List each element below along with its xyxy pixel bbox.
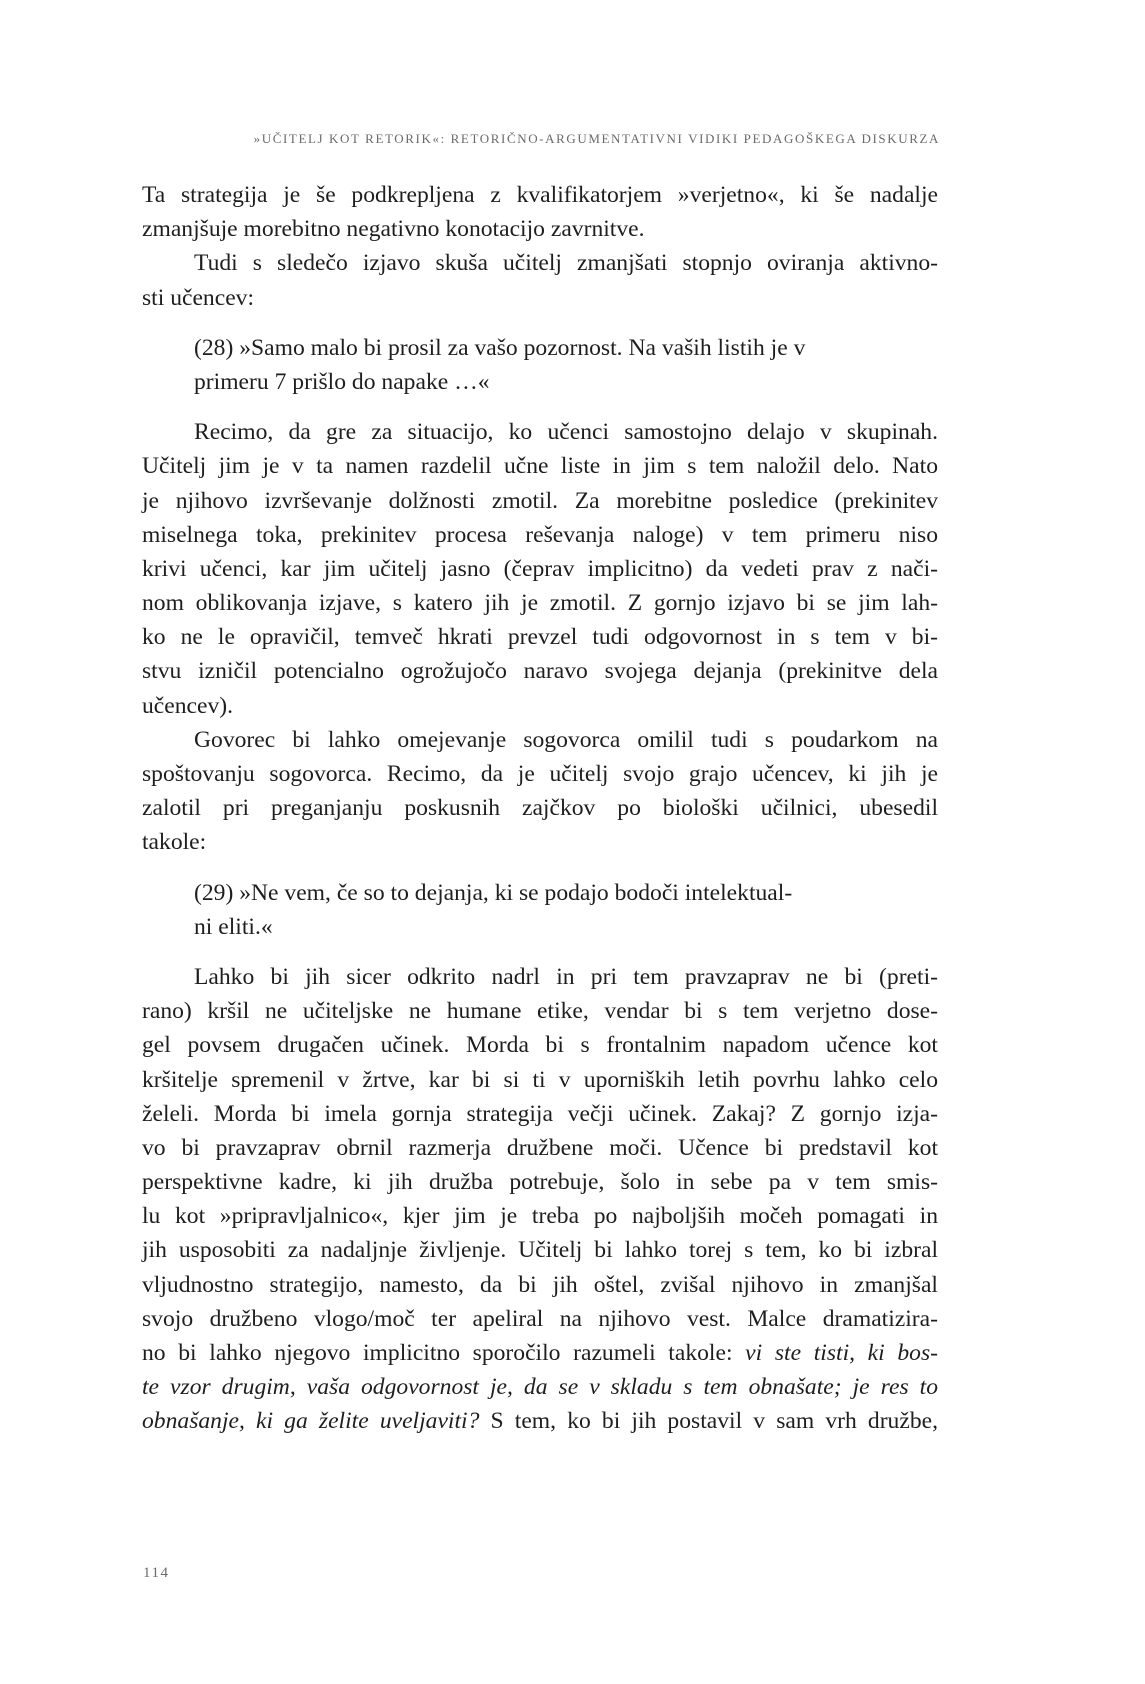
text-line: zmanjšuje morebitno negativno konotacijo zavrnitve. — [142, 216, 645, 243]
text-line: stvu izničil potencialno ogrožujočo naravo svojega dejanja (prekinitve dela — [142, 658, 938, 685]
text-line — [142, 1404, 938, 1438]
text-line: Tudi s sledečo izjavo skuša učitelj zmanjšati stopnjo oviranja aktivno- — [194, 250, 938, 277]
text-line: vljudnostno strategijo, namesto, da bi jih oštel, zvišal njihovo in zmanjšal — [142, 1271, 938, 1298]
text-line: vo bi pravzaprav obrnil razmerja družbene moči. Učence bi predstavil kot — [142, 1134, 938, 1161]
text-line: Lahko bi jih sicer odkrito nadrl in pri tem pravzaprav ne bi (preti- — [194, 963, 938, 990]
paragraph — [142, 246, 938, 314]
text-line: rano) kršil ne učiteljske ne humane etike, vendar bi s tem verjetno dose- — [142, 998, 938, 1025]
example-28 — [142, 331, 894, 399]
text-line: učencev). — [142, 692, 234, 719]
text-line: (29) »Ne vem, če so to dejanja, ki se podajo bodoči intelektual- — [194, 879, 793, 906]
roman-text: no bi lahko njegovo implicitno sporočilo razumeli takole: — [142, 1340, 746, 1366]
text-line: spoštovanju sogovorca. Recimo, da je učitelj svojo grajo učencev, ki jih je — [142, 761, 938, 787]
text-line: gel povsem drugačen učinek. Morda bi s frontalnim napadom učence kot — [142, 1032, 938, 1059]
roman-text: S tem, ko bi jih postavil v sam vrh družbe, — [479, 1408, 938, 1435]
text-line: lu kot »pripravljalnico«, kjer jim je treba po najboljših močeh pomagati in — [142, 1203, 938, 1230]
text-line: kršitelje spremenil v žrtve, kar bi si ti v uporniških letih povrhu lahko celo — [142, 1066, 938, 1093]
text-line: Učitelj jim je v ta namen razdelil učne liste in jim s tem naložil delo. Nato — [142, 453, 938, 480]
paragraph — [142, 723, 938, 860]
text-line: ko ne le opravičil, temveč hkrati prevzel tudi odgovornost in s tem v bi- — [142, 624, 938, 651]
text-line: ni eliti.« — [194, 913, 273, 940]
text-line: primeru 7 prišlo do napake …« — [194, 368, 490, 395]
running-head: »UČITELJ KOT RETORIK«: RETORIČNO-ARGUMENTATIVNI VIDIKI PEDAGOŠKEGA DISKURZA — [253, 131, 940, 146]
italic-text: vi ste tisti, ki bos- — [745, 1340, 938, 1366]
text-line: takole: — [142, 829, 207, 856]
text-line: (28) »Samo malo bi prosil za vašo pozornost. Na vaših listih je v — [194, 334, 806, 361]
italic-text: obnašanje, ki ga želite uveljaviti? — [142, 1408, 480, 1435]
text-line: je njihovo izvrševanje dolžnosti zmotil. Za morebitne posledice (prekinitev — [142, 487, 938, 514]
text-line: krivi učenci, kar jim učitelj jasno (čeprav implicitno) da vedeti prav z nači- — [142, 555, 938, 582]
text-line: Ta strategija je še podkrepljena z kvalifikatorjem »verjetno«, ki še nadalje — [142, 182, 938, 208]
text-line — [142, 1336, 938, 1370]
example-29 — [142, 876, 894, 944]
paragraph — [142, 178, 938, 246]
text-line: jih usposobiti za nadaljnje življenje. Učitelj bi lahko torej s tem, ko bi izbral — [142, 1237, 938, 1264]
text-line: Govorec bi lahko omejevanje sogovorca omilil tudi s poudarkom na — [194, 726, 938, 753]
text-line: zalotil pri preganjanju poskusnih zajčkov po biološki učilnici, ubesedil — [142, 795, 938, 822]
paragraph — [142, 960, 938, 1439]
text-line: miselnega toka, prekinitev procesa reševanja naloge) v tem primeru niso — [142, 521, 938, 548]
text-line: nom oblikovanja izjave, s katero jih je zmotil. Z gornjo izjavo bi se jim lah- — [142, 590, 938, 617]
text-line — [142, 1370, 938, 1404]
italic-text: te vzor drugim, vaša odgovornost je, da se v skladu s tem obnašate; je res to — [142, 1374, 938, 1401]
text-line: perspektivne kadre, ki jih družba potrebuje, šolo in sebe pa v tem smis- — [142, 1169, 938, 1196]
page-number: 114 — [143, 1565, 170, 1581]
body-text — [142, 178, 938, 1439]
text-line: želeli. Morda bi imela gornja strategija večji učinek. Zakaj? Z gornjo izja- — [142, 1100, 938, 1127]
text-line: Recimo, da gre za situacijo, ko učenci samostojno delajo v skupinah. — [194, 419, 938, 446]
text-line: sti učencev: — [142, 284, 255, 311]
paragraph — [142, 415, 938, 723]
text-line: svojo družbeno vlogo/moč ter apeliral na njihovo vest. Malce dramatizira- — [142, 1305, 938, 1332]
